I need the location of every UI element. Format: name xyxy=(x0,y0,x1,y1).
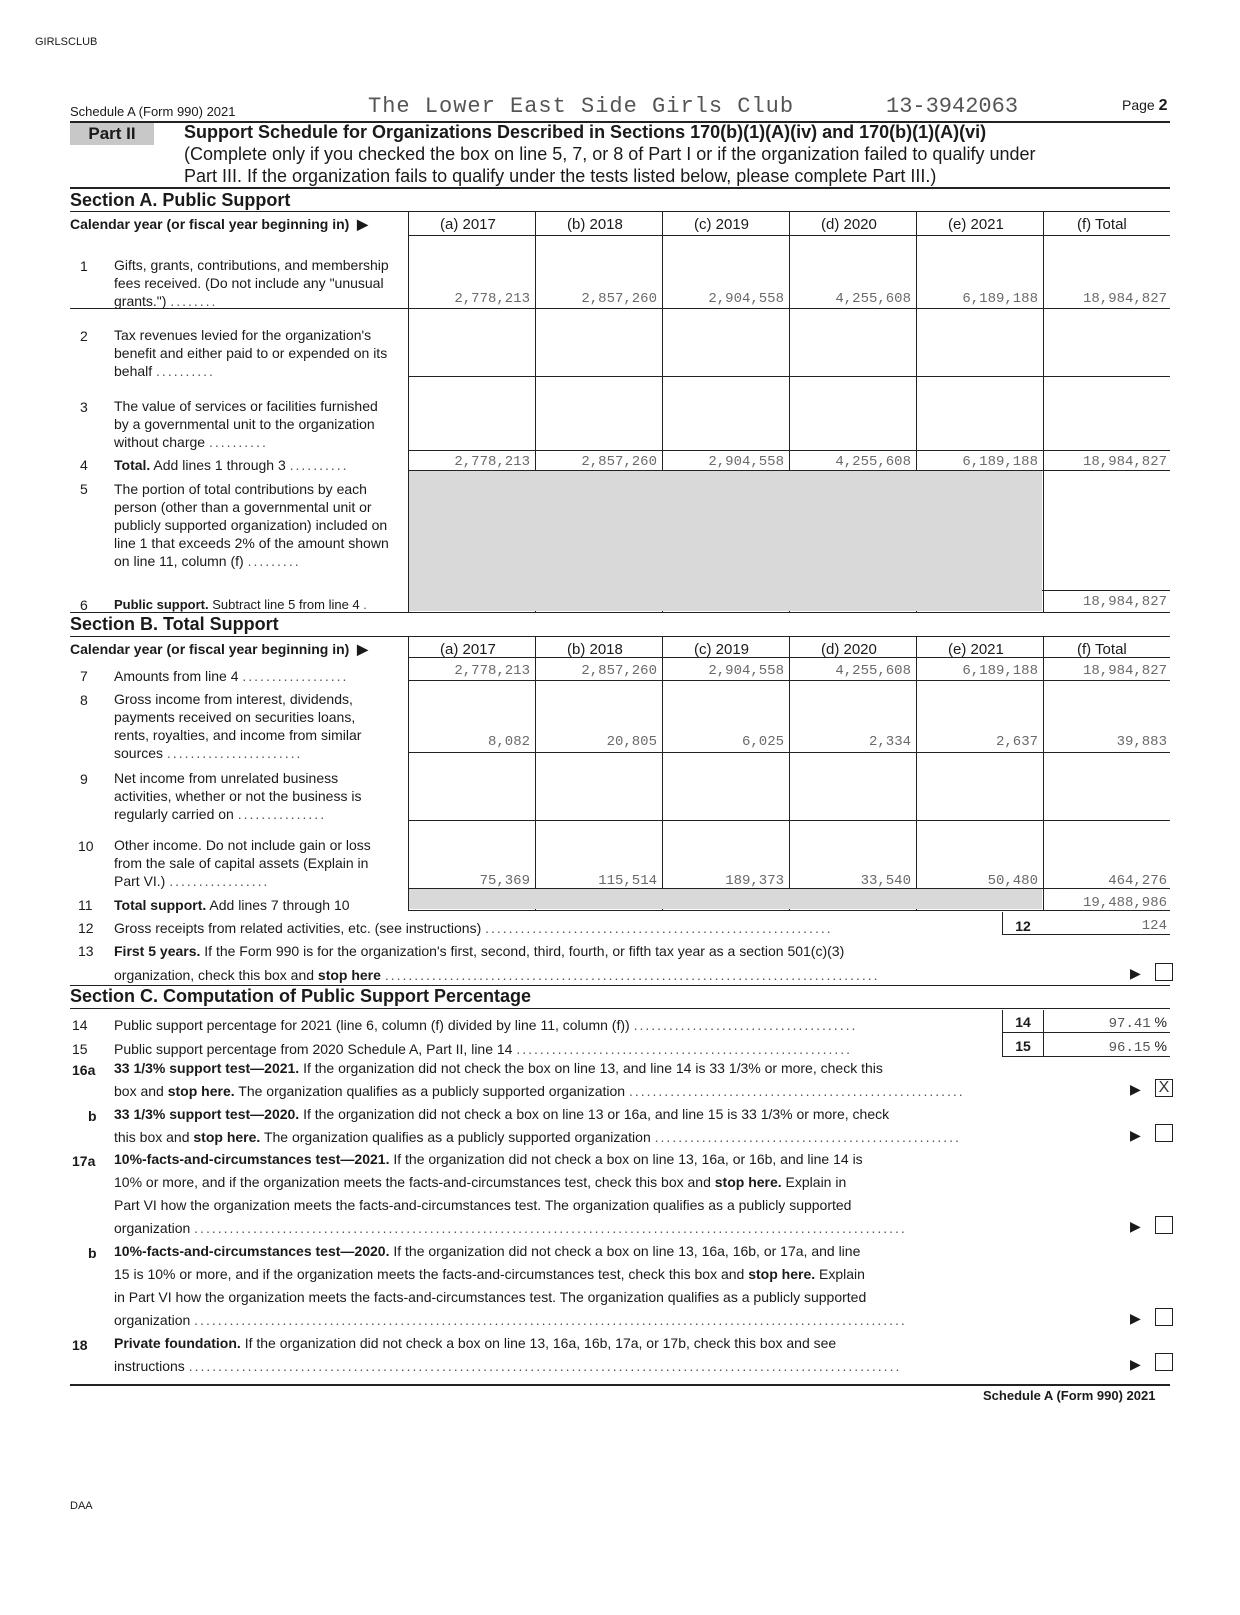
sb-col-a: (a) 2017 xyxy=(440,641,496,658)
value-cell: 2,857,260 xyxy=(581,454,657,470)
sa-col-b: (b) 2018 xyxy=(567,216,623,233)
value-cell: 115,514 xyxy=(598,873,657,889)
section-b-title: Section B. Total Support xyxy=(70,614,279,634)
value-cell: 2,904,558 xyxy=(708,454,784,470)
sa-col-f: (f) Total xyxy=(1077,216,1127,233)
first-5-years-checkbox[interactable] xyxy=(1155,963,1173,981)
value-cell: 18,984,827 xyxy=(1082,594,1167,610)
row-num: 6 xyxy=(80,597,88,613)
value-cell: 124 xyxy=(1141,918,1167,934)
row-num: 4 xyxy=(80,457,88,473)
row-label: Tax revenues levied for the organization's benefit and either paid to or expended on its behalf .......... xyxy=(114,327,388,379)
sb-col-d: (d) 2020 xyxy=(821,641,877,658)
row-label: 10%-facts-and-circumstances test—2020. If the organization did not check a box on line 13, 16a, 16b, or 17a, and line 15 is 10% or more, and if the organization meets the facts-and-circumstances test, check this box and stop here. Explain in Part VI how the organization meets the facts-and-circumstances test. The organization qualifies as a publicly supported organization ......................................................................................................................... xyxy=(114,1243,907,1328)
value-cell: 2,857,260 xyxy=(581,663,657,679)
row-label: Gifts, grants, contributions, and membership fees received. (Do not include any "unusual grants.") ........ xyxy=(114,257,389,309)
row-label: Gross receipts from related activities, etc. (see instructions) ........................................................... xyxy=(114,920,833,936)
value-cell: 6,189,188 xyxy=(962,291,1038,307)
part-subtitle-2: Part III. If the organization fails to qualify under the tests listed below, please complete Part III.) xyxy=(184,166,937,186)
row-label: Public support. Subtract line 5 from line 4 . xyxy=(114,597,369,612)
sa-col-a: (a) 2017 xyxy=(440,216,496,233)
org-name: The Lower East Side Girls Club xyxy=(368,94,795,119)
sa-col-c: (c) 2019 xyxy=(694,216,750,233)
row-label: Private foundation. If the organization did not check a box on line 13, 16a, 16b, 17a, or 17b, check this box and see instructions ......................................................................................................................... xyxy=(114,1335,902,1374)
row-label-2: organization, check this box and stop here .................................................................................... xyxy=(114,967,880,983)
row-label: 10%-facts-and-circumstances test—2021. If the organization did not check a box on line 13, 16a, or 16b, and line 14 is 10% or more, and if the organization meets the facts-and-circumstances test, check this box and stop here. Explain in Part VI how the organization meets the facts-and-circumstances test. The organization qualifies as a publicly supported organization ......................................................................................................................... xyxy=(114,1151,907,1236)
ein: 13-3942063 xyxy=(886,94,1019,119)
facts-circumstances-2020-checkbox[interactable] xyxy=(1155,1308,1173,1326)
row-label: Gross income from interest, dividends, payments received on securities loans, rents, royalties, and income from similar sources ....................... xyxy=(114,691,362,761)
row-label: 33 1/3% support test—2020. If the organization did not check a box on line 13 or 16a, and line 15 is 33 1/3% or more, check this box and stop here. The organization qualifies as a publicly supported organization .................................................... xyxy=(114,1106,961,1145)
sb-col-b: (b) 2018 xyxy=(567,641,623,658)
row-num: 10 xyxy=(78,838,94,854)
part-title: Support Schedule for Organizations Described in Sections 170(b)(1)(A)(iv) and 170(b)(1)(A)(vi) xyxy=(184,122,987,142)
value-cell: 18,984,827 xyxy=(1082,663,1167,679)
sa-col-d: (d) 2020 xyxy=(821,216,877,233)
corner-label: GIRLSCLUB xyxy=(35,36,98,48)
sb-col-e: (e) 2021 xyxy=(948,641,1004,658)
row-num: 15 xyxy=(72,1041,88,1057)
page-prefix: Page xyxy=(1122,97,1155,113)
value-cell: 33,540 xyxy=(860,873,911,889)
sb-col-f: (f) Total xyxy=(1077,641,1127,658)
line-box-num: 15 xyxy=(1015,1038,1031,1054)
value-cell: 189,373 xyxy=(725,873,784,889)
value-cell: 6,189,188 xyxy=(962,454,1038,470)
percent-cell: 97.41 % xyxy=(1108,1014,1167,1032)
sa-col-e: (e) 2021 xyxy=(948,216,1004,233)
row-label: Net income from unrelated business activities, whether or not the business is regularly carried on ............... xyxy=(114,770,362,822)
row-num: 17a xyxy=(72,1153,96,1169)
arrow-icon: ▶ xyxy=(1130,965,1141,981)
part-label: Part II xyxy=(70,123,154,145)
value-cell: 19,488,986 xyxy=(1082,895,1167,911)
row-num: 5 xyxy=(80,481,88,497)
value-cell: 2,334 xyxy=(868,734,911,750)
value-cell: 50,480 xyxy=(987,873,1038,889)
line-box-num: 14 xyxy=(1015,1014,1031,1030)
row-num: 3 xyxy=(80,399,88,415)
value-cell: 8,082 xyxy=(487,734,530,750)
value-cell: 18,984,827 xyxy=(1082,291,1167,307)
row-num: 12 xyxy=(78,920,94,936)
part-subtitle-1: (Complete only if you checked the box on line 5, 7, or 8 of Part I or if the organization failed to qualify under xyxy=(184,144,1036,164)
value-cell: 2,857,260 xyxy=(581,291,657,307)
value-cell: 2,778,213 xyxy=(454,663,530,679)
row-num: 8 xyxy=(80,692,88,708)
value-cell: 2,778,213 xyxy=(454,291,530,307)
value-cell: 2,904,558 xyxy=(708,291,784,307)
percent-cell: 96.15 % xyxy=(1108,1038,1167,1056)
row-num: 18 xyxy=(72,1337,88,1353)
value-cell: 75,369 xyxy=(479,873,530,889)
row-label: Amounts from line 4 .................. xyxy=(114,668,349,684)
arrow-icon: ▶ xyxy=(1130,1218,1141,1234)
row-num: 1 xyxy=(80,258,88,274)
value-cell: 20,805 xyxy=(606,734,657,750)
value-cell: 464,276 xyxy=(1108,873,1167,889)
row-num: b xyxy=(88,1108,97,1124)
row-label: Public support percentage for 2021 (line 6, column (f) divided by line 11, column (f)) ...................................... xyxy=(114,1017,858,1033)
page-number xyxy=(1122,97,1168,115)
row-label: Total support. Add lines 7 through 10 xyxy=(114,897,350,913)
row-num: 2 xyxy=(80,328,88,344)
arrow-icon: ▶ xyxy=(1130,1081,1141,1097)
private-foundation-checkbox[interactable] xyxy=(1155,1353,1173,1371)
daa-label: DAA xyxy=(70,1500,93,1512)
arrow-icon: ▶ xyxy=(1130,1356,1141,1372)
section-c-title: Section C. Computation of Public Support Percentage xyxy=(70,986,532,1006)
row-num: 11 xyxy=(78,897,93,913)
row-num: 7 xyxy=(80,668,88,684)
row-num: 9 xyxy=(80,771,88,787)
value-cell: 2,778,213 xyxy=(454,454,530,470)
line-box-num: 12 xyxy=(1015,918,1031,934)
row-label: Total. Add lines 1 through 3 .......... xyxy=(114,457,349,473)
value-cell: 4,255,608 xyxy=(835,454,911,470)
section-b-calendar-label: Calendar year (or fiscal year beginning in) ▶ xyxy=(70,641,368,657)
sb-col-c: (c) 2019 xyxy=(694,641,750,658)
value-cell: 4,255,608 xyxy=(835,291,911,307)
page-num: 2 xyxy=(1158,97,1168,114)
row-num: 13 xyxy=(78,943,94,959)
row-num: 16a xyxy=(72,1062,96,1078)
value-cell: 2,904,558 xyxy=(708,663,784,679)
value-cell: 4,255,608 xyxy=(835,663,911,679)
row-num: b xyxy=(88,1245,97,1261)
section-a-calendar-label: Calendar year (or fiscal year beginning in) ▶ xyxy=(70,216,368,232)
support-test-2020-checkbox[interactable] xyxy=(1155,1124,1173,1142)
value-cell: 18,984,827 xyxy=(1082,454,1167,470)
row-label: 33 1/3% support test—2021. If the organization did not check the box on line 13, and line 14 is 33 1/3% or more, check this box and stop here. The organization qualifies as a publicly supported organization ......................................................... xyxy=(114,1060,965,1099)
schedule-header: Schedule A (Form 990) 2021 xyxy=(70,104,236,119)
facts-circumstances-2021-checkbox[interactable] xyxy=(1155,1216,1173,1234)
support-test-2021-checkbox[interactable]: X xyxy=(1155,1079,1173,1097)
row-label: Public support percentage from 2020 Schedule A, Part II, line 14 ......................................................... xyxy=(114,1041,853,1057)
footer-schedule: Schedule A (Form 990) 2021 xyxy=(983,1388,1156,1403)
value-cell: 2,637 xyxy=(995,734,1038,750)
row-num: 14 xyxy=(72,1017,88,1033)
value-cell: 39,883 xyxy=(1116,734,1167,750)
arrow-icon: ▶ xyxy=(1130,1310,1141,1326)
value-cell: 6,189,188 xyxy=(962,663,1038,679)
row-label: The portion of total contributions by each person (other than a governmental unit or publicly supported organization) included on line 1 that exceeds 2% of the amount shown on line 11, column (f) ......... xyxy=(114,481,389,569)
section-a-title: Section A. Public Support xyxy=(70,190,291,210)
row-label: First 5 years. If the Form 990 is for the organization's first, second, third, fourth, or fifth tax year as a section 501(c)(3) xyxy=(114,943,845,959)
arrow-icon: ▶ xyxy=(1130,1127,1141,1143)
row-label: The value of services or facilities furnished by a governmental unit to the organization without charge .......... xyxy=(114,398,378,450)
row-label: Other income. Do not include gain or loss from the sale of capital assets (Explain in Part VI.) ................. xyxy=(114,837,371,889)
value-cell: 6,025 xyxy=(741,734,784,750)
